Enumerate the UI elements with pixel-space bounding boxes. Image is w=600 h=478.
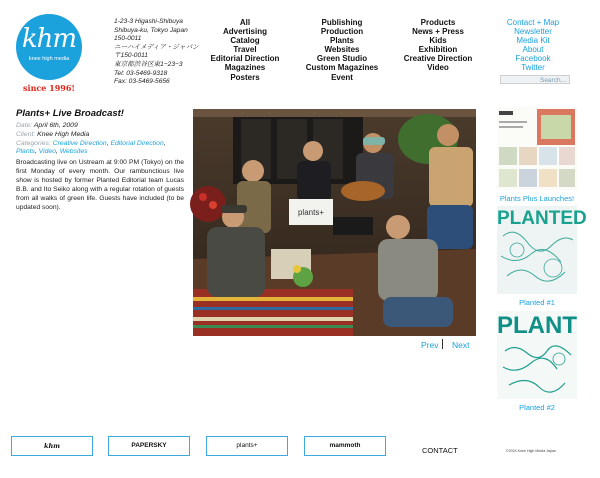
nav-item-websites[interactable]: Websites [324, 45, 360, 55]
nav-item-posters[interactable]: Posters [230, 72, 260, 82]
logo-subtitle: knee high media [28, 56, 70, 62]
thumb-plants-plus[interactable] [497, 107, 577, 190]
address-line: ニーハイメディア・ジャパン [114, 43, 199, 51]
nav-column-categories [200, 18, 290, 82]
post-categories-cont: Plants, Video, Websites [16, 148, 88, 155]
footer-khm-button[interactable]: khm [11, 436, 93, 456]
nav-item-about[interactable]: About [522, 45, 544, 55]
caption-planted-2[interactable]: Planted #2 [519, 403, 555, 412]
post-photo [193, 109, 476, 336]
nav-item-magazines[interactable]: Magazines [224, 63, 266, 73]
planted-1-art-text: PLANTED [497, 208, 587, 229]
nav-item-twitter[interactable]: Twitter [521, 63, 545, 73]
nav-item-publishing[interactable]: Publishing [321, 18, 363, 27]
planted-2-art-text: PLANT [497, 312, 577, 339]
post-body: Broadcasting live on Ustream at 9:00 PM (Tokyo) on the first Monday of every month. Our rambunctious live show is hosted by former Planted Editorial team Lucas B.B. and Ito Seiko along with a regular rotation of guests from all walks of green life. Guests have included (to be updated soon). [16, 159, 184, 212]
nav-item-event[interactable]: Event [331, 72, 353, 82]
nav-item-plants[interactable]: Plants [329, 36, 354, 46]
category-link-video[interactable]: Video [38, 148, 56, 155]
logo[interactable] [16, 14, 82, 80]
nav-item-contact-map[interactable]: Contact + Map [506, 18, 560, 27]
footer-papersky-button[interactable]: PAPERSKY [108, 436, 190, 456]
address-line: Fax: 03-5469-5656 [114, 78, 170, 86]
broadcast-photo [193, 109, 476, 336]
footer-contact-link[interactable]: CONTACT [422, 446, 458, 455]
since-tagline: since 1996! [23, 83, 75, 93]
caption-planted-1[interactable]: Planted #1 [519, 298, 555, 307]
caption-plants-plus-launches[interactable]: Plants Plus Launches! [499, 194, 575, 203]
nav-item-video[interactable]: Video [427, 63, 449, 73]
footer-mammoth-button[interactable]: mammoth [304, 436, 386, 456]
date-value: April 6th, 2009 [33, 122, 78, 129]
post-title: Plants+ Live Broadcast! [16, 108, 124, 119]
category-link-websites[interactable]: Websites [59, 148, 88, 155]
nav-item-exhibition[interactable]: Exhibition [418, 45, 458, 55]
address-line: Tel: 03-5469-9318 [114, 69, 168, 77]
client-label: Client: [16, 131, 36, 138]
categories-label: Categories: [16, 140, 51, 147]
category-link-creative-direction[interactable]: Creative Direction [52, 140, 107, 147]
prev-link[interactable]: Prev [421, 340, 439, 350]
post-date [16, 121, 78, 130]
post-client [16, 130, 89, 139]
search-input[interactable]: Search... [500, 75, 570, 84]
nav-item-green-studio[interactable]: Green Studio [316, 54, 368, 64]
nav-item-catalog[interactable]: Catalog [230, 36, 260, 46]
nav-item-advertising[interactable]: Advertising [222, 27, 267, 37]
nav-column-products [394, 18, 482, 73]
date-label: Date: [16, 122, 33, 129]
address-line: Shibuya-ku, Tokyo Japan [114, 26, 188, 34]
planted-2-cover-thumbnail [497, 311, 577, 399]
plants-sign-text: plants+ [297, 208, 325, 217]
plants-plus-website-thumbnail [497, 107, 577, 190]
nav-item-custom-magazines[interactable]: Custom Magazines [305, 63, 379, 73]
copyright-text: ©2024 Knee High Media Japan [506, 449, 557, 453]
planted-1-cover-thumbnail [497, 206, 587, 294]
thumb-planted-1[interactable] [497, 206, 587, 294]
nav-item-newsletter[interactable]: Newsletter [514, 27, 552, 37]
address-line: 〒150-0011 [114, 52, 148, 60]
nav-column-info [496, 18, 570, 73]
next-link[interactable]: Next [452, 340, 470, 350]
client-value: Knee High Media [37, 131, 90, 138]
nav-item-news-press[interactable]: News + Press [412, 27, 464, 37]
nav-item-editorial-direction[interactable]: Editorial Direction [210, 54, 280, 64]
nav-item-media-kit[interactable]: Media Kit [516, 36, 550, 46]
address-line: 1-23-3 Higashi-Shibuya [114, 18, 183, 25]
address-line: 東京都渋谷区東1−23−3 [114, 60, 183, 68]
nav-item-creative-direction[interactable]: Creative Direction [403, 54, 473, 64]
category-link-plants[interactable]: Plants [16, 148, 35, 155]
category-link-editorial-direction[interactable]: Editorial Direction [110, 140, 164, 147]
nav-item-production[interactable]: Production [320, 27, 364, 37]
nav-item-travel[interactable]: Travel [233, 45, 257, 55]
address-line: 150-0011 [114, 35, 142, 43]
post-categories: Categories: Creative Direction, Editorial Direction, [16, 140, 166, 147]
nav-item-facebook[interactable]: Facebook [515, 54, 551, 64]
nav-item-kids[interactable]: Kids [429, 36, 447, 46]
logo-mark: khm [21, 24, 77, 54]
thumb-planted-2[interactable] [497, 311, 577, 399]
footer-plants-button[interactable]: plants+ [206, 436, 288, 456]
address-block [114, 18, 199, 87]
nav-item-products[interactable]: Products [420, 18, 456, 27]
nav-item-all[interactable]: All [239, 18, 251, 27]
nav-column-services [296, 18, 388, 82]
pager-divider [442, 339, 443, 349]
